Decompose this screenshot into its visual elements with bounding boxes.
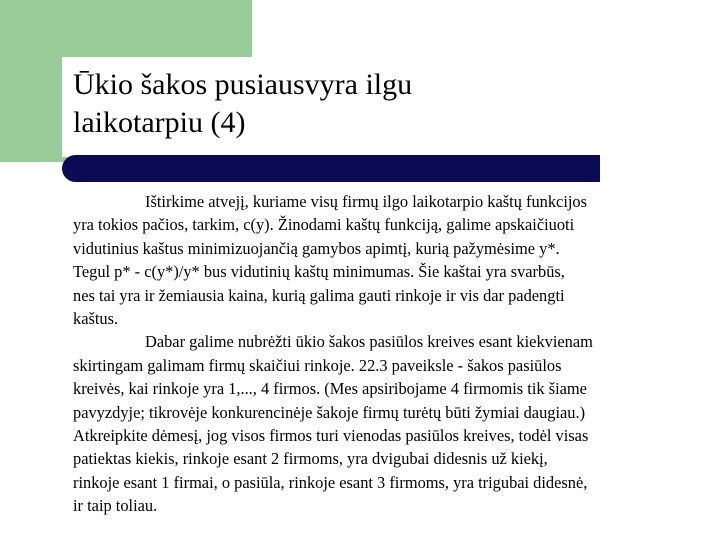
- p2-line-7: rinkoje esant 1 firmai, o pasiūla, rinkoje esant 3 firmoms, yra trigubai didesnė,: [73, 472, 588, 492]
- paragraph-1: [73, 190, 707, 330]
- p1-line-2: yra tokios pačios, tarkim, c(y). Žinodami kaštų funkciją, galime apskaičiuoti: [73, 215, 575, 235]
- paragraph-2: [73, 330, 707, 517]
- slide-title-line-1: Ūkio šakos pusiausvyra ilgu: [73, 68, 413, 101]
- p1-line-1: Ištirkime atvejį, kuriame visų firmų ilgo laikotarpio kaštų funkcijos: [145, 192, 588, 211]
- p2-line-8: ir taip toliau.: [73, 496, 158, 516]
- p2-line-5: Atkreipkite dėmesį, jog visos firmos turi vienodas pasiūlos kreives, todėl visas: [73, 426, 589, 446]
- p1-line-6: kaštus.: [73, 309, 119, 329]
- p1-line-3: vidutinius kaštus minimizuojančią gamybos apimtį, kurią pažymėsime y*.: [73, 238, 560, 258]
- p2-line-4: pavyzdyje; tikrovėje konkurencinėje šakoje firmų turėtų būti žymiai daugiau.): [73, 402, 586, 422]
- title-divider-bar: [62, 155, 600, 182]
- slide-body: [73, 190, 707, 518]
- p2-line-3: kreivės, kai rinkoje yra 1,..., 4 firmos. (Mes apsiribojame 4 firmomis tik šiame: [73, 379, 587, 399]
- p1-line-4: Tegul p* - c(y*)/y* bus vidutinių kaštų minimumas. Šie kaštai yra svarbūs,: [73, 262, 565, 282]
- p2-line-2: skirtingam galimam firmų skaičiui rinkoje. 22.3 paveiksle - šakos pasiūlos: [73, 355, 562, 375]
- p2-line-6: patiektas kiekis, rinkoje esant 2 firmoms, yra dvigubai didesnis už kiekį,: [73, 449, 548, 469]
- slide-title-line-2: laikotarpiu (4): [73, 106, 246, 139]
- p2-line-1: Dabar galime nubrėžti ūkio šakos pasiūlos kreives esant kiekvienam: [145, 332, 593, 352]
- slide-title: [73, 66, 593, 142]
- p1-line-5: nes tai yra ir žemiausia kaina, kurią galima gauti rinkoje ir vis dar padengti: [73, 285, 565, 305]
